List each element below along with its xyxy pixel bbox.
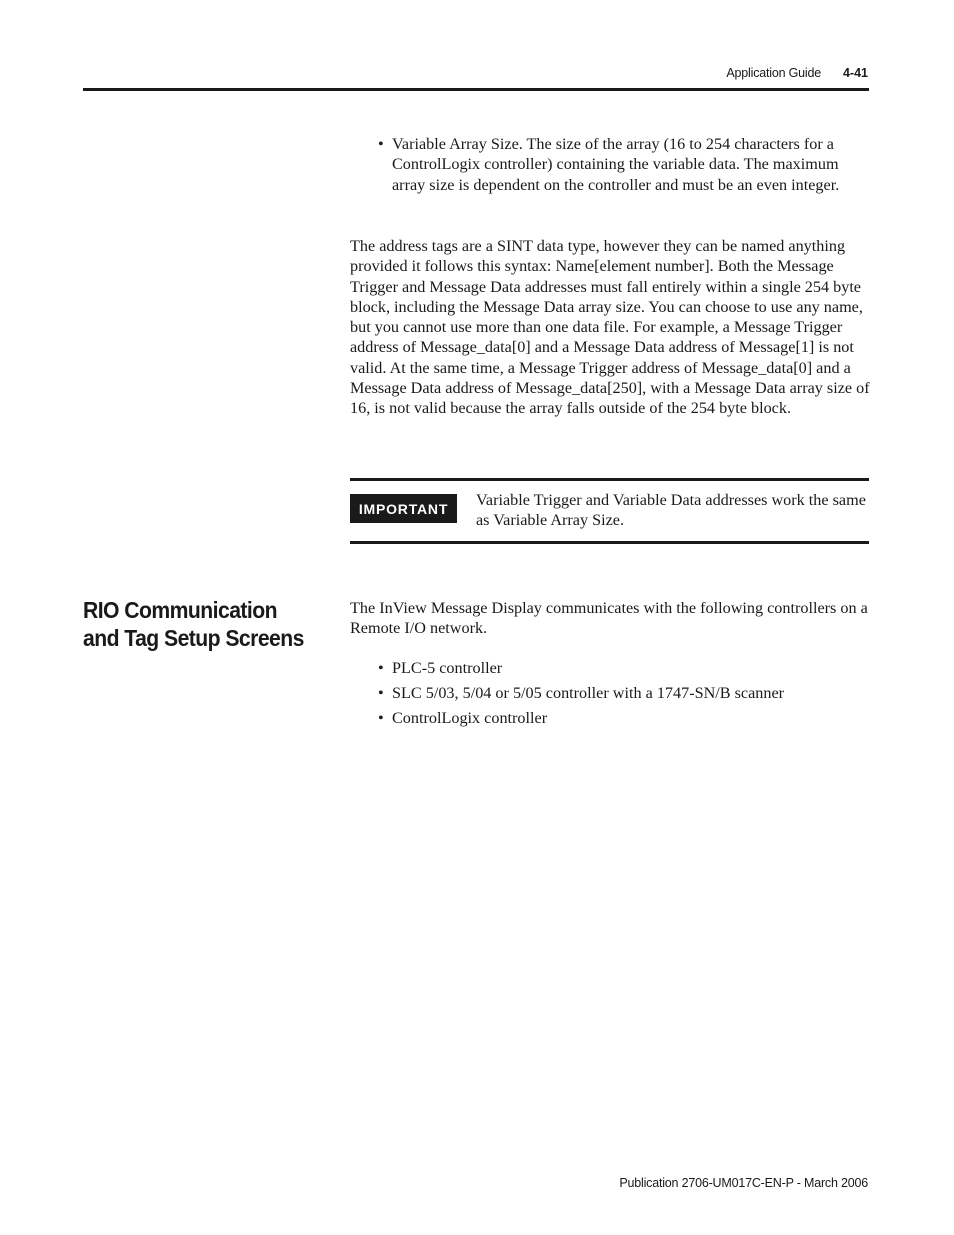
important-badge: IMPORTANT	[350, 494, 457, 523]
address-tags-paragraph: The address tags are a SINT data type, however they can be named anything provided it follows this syntax: Name[element number]. Both the Message Trigger and Message Data addresses must fall entirely within a single 254 byte block, including the Message Data array size. You can choose to use any name, but you cannot use more than one data file. For example, a Message Trigger address of Message_data[0] and a Message Data address of Message[1] is not valid. At the same time, a Message Trigger address of Message_data[0] and a Message Data address of Message_data[250], with a Message Data array size of 16, is not valid because the array falls outside of the 254 byte block.	[350, 237, 870, 418]
list-item-text: ControlLogix controller	[392, 709, 548, 727]
controller-list	[378, 658, 873, 733]
bullet-marker: •	[378, 684, 384, 702]
list-item-text: PLC-5 controller	[392, 659, 503, 677]
list-item	[378, 708, 873, 733]
header-rule	[83, 88, 869, 91]
bullet-marker: •	[378, 659, 384, 677]
bullet-marker: •	[378, 135, 384, 153]
list-item	[378, 658, 873, 683]
list-item-text: SLC 5/03, 5/04 or 5/05 controller with a 1747-SN/B scanner	[392, 684, 785, 702]
page-number: 4-41	[842, 66, 868, 80]
important-note	[350, 478, 869, 544]
section-heading: RIO Communication and Tag Setup Screens	[83, 597, 304, 651]
list-item	[378, 683, 873, 708]
bullet-marker: •	[378, 709, 384, 727]
bullet-variable-array-size	[378, 134, 873, 195]
section-intro-paragraph: The InView Message Display communicates with the following controllers on a Remote I/O network.	[350, 599, 868, 638]
running-header-title: Application Guide	[726, 66, 821, 80]
bullet-text: Variable Array Size. The size of the array (16 to 254 characters for a ControlLogix controller) containing the variable data. The maximum array size is dependent on the controller and must be an even integer.	[392, 135, 840, 194]
publication-footer: Publication 2706-UM017C-EN-P - March 2006	[619, 1176, 868, 1190]
important-text: Variable Trigger and Variable Data addresses work the same as Variable Array Size.	[476, 491, 866, 530]
